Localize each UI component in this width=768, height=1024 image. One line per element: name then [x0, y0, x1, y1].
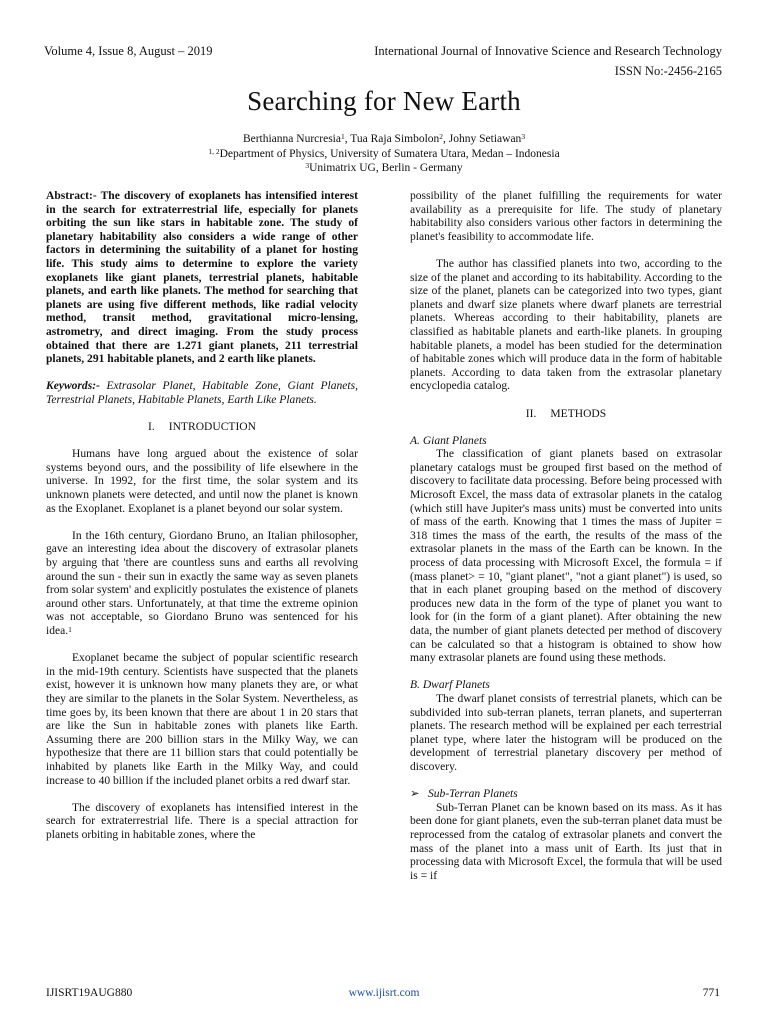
arrow-bullet-icon: ➢: [410, 788, 420, 801]
dwarf-planets-paragraph: The dwarf planet consists of terrestrial planets, which can be subdivided into sub-terran planets, terran planets, and superterran planets. The research method will be explained per each terrestrial planet type, where later the histogram will be produced on the development of terrestrial planetary discovery per method of discovery.: [410, 692, 722, 773]
author-block: [0, 132, 768, 176]
intro-paragraph-2-text: In the 16th century, Giordano Bruno, an Italian philosopher, gave an interesting idea about the discovery of extrasolar planets by arguing that 'there are countless suns and earths all revolving around the sun - their sun in exactly the same way as seven planets from solar system' and explicitly postulates the existence of planets around other stars. Unfortunately, at that time the extreme opinion was not acceptable, so Giordano Bruno was sentenced for his idea.: [46, 529, 358, 637]
author-3-sup: 3: [521, 132, 526, 141]
section-heading-methods: [410, 408, 722, 422]
affiliation-2: [0, 161, 768, 176]
abstract: Abstract:- The discovery of exoplanets has intensified interest in the search for extraterrestrial life, especially for planets orbiting the sun like stars in habitable zone. The study of planetary habitability also considers a wide range of other factors in determining the suitability of a planet for hosting life. This study aims to determine to explore the variety exoplanets like giant planets, terrestrial planets, habitable planets, and earth like planets. The method for searching that planets are using five different methods, like radial velocity method, transit method, gravitational micro-lensing, astrometry, and direct imaging. From the study process obtained that there are 1.271 giant planets, 211 terrestrial planets, 291 habitable planets, and 2 earth like planets.: [46, 190, 358, 366]
issn: ISSN No:-2456-2165: [614, 64, 722, 78]
paper-id: IJISRT19AUG880: [46, 987, 133, 999]
subsection-sub-terran: [410, 788, 722, 802]
sub-terran-title: Sub-Terran Planets: [428, 788, 518, 801]
affiliation-1: [0, 147, 768, 162]
giant-planets-paragraph: The classification of giant planets based on extrasolar planetary catalogs must be grouped first based on the method of discovery to facilitate data processing. Before being processed with Microsoft Excel, the mass data of extrasolar planets in the catalog (which still have Jupiter's mass units) must be converted into units of mass of the earth. Knowing that 1 times the mass of Jupiter = 318 times the mass of the earth, the results of the mass of the extrasolar planets in the mass of the Earth can be known. In the process of data processing with Microsoft Excel, the formula = if (mass planet> = 10, "giant planet", "not a giant planet") is used, so that in each planet grouping based on the method of discovery produces new data in the form of the type of planet you want to look for (in the form of a giant planet). After obtaining the new data, the number of giant planets detected per method of discovery can be calculated so that a histogram is obtained to show how many extrasolar planets are found using these methods.: [410, 448, 722, 665]
author-3: , Johny Setiawan: [443, 133, 522, 145]
intro-paragraph-3: Exoplanet became the subject of popular scientific research in the mid-19th century. Scientists have suspected that the planets exist, however it is unknown how many planets they are, or what they are similar to the planets in the Solar System. Nevertheless, as time goes by, its been known that there are about 1 in 20 stars that are like the Sun in habitable zones with planets like Earth. Assuming there are 200 billion stars in the Milky Way, we can hypothesize that there are 11 billion stars that could potentially be inhabited by planets like Earth in the Milky Way, and could increase to 40 billion if the included planet orbits a red dwarf star.: [46, 652, 358, 787]
section-title: METHODS: [550, 407, 607, 420]
author-names: [0, 132, 768, 147]
subsection-dwarf-planets: B. Dwarf Planets: [410, 679, 490, 692]
continued-paragraph: possibility of the planet fulfilling the requirements for water availability as a prerequisite for life. The study of planetary habitability also considers various other factors in determining the planet's feasibility to accommodate life.: [410, 190, 722, 243]
affiliation-2-sup: 3: [305, 161, 310, 170]
sub-terran-paragraph: Sub-Terran Planet can be known based on its mass. As it has been done for giant planets, even the sub-terran planet data must be reprocessed from the catalog of extrasolar planets and convert the mass of the planet into a mass unit of Earth. Its just that in processing data with Microsoft Excel, the formula that will be used is = if: [410, 801, 722, 882]
section-number: II.: [525, 407, 537, 420]
author-2: , Tua Raja Simbolon: [344, 133, 440, 145]
paper-title: Searching for New Earth: [247, 86, 521, 116]
affiliation-1-sup: 1, 2: [208, 146, 220, 156]
section-title: INTRODUCTION: [168, 421, 256, 434]
affiliation-1-text: Department of Physics, University of Sumatera Utara, Medan – Indonesia: [219, 147, 560, 160]
keywords: [46, 380, 358, 407]
author-1: Berthianna Nurcresia: [242, 133, 341, 145]
left-column: [46, 190, 358, 843]
journal-website-link[interactable]: www.ijisrt.com: [348, 987, 420, 999]
journal-volume: Volume 4, Issue 8, August – 2019: [44, 44, 213, 58]
page-number: 771: [702, 987, 720, 999]
section-number: I.: [148, 421, 155, 434]
subsection-giant-planets: A. Giant Planets: [410, 434, 487, 447]
citation-sup: 1: [68, 625, 72, 634]
keywords-label: Keywords:-: [46, 380, 100, 393]
section-heading-introduction: [46, 421, 358, 435]
author-1-sup: 1: [340, 132, 345, 141]
author-2-sup: 2: [439, 132, 444, 141]
right-column: [410, 190, 722, 883]
journal-name: International Journal of Innovative Science and Research Technology: [374, 44, 722, 58]
keywords-text: Extrasolar Planet, Habitable Zone, Giant Planets, Terrestrial Planets, Habitable Planets, Earth Like Planets.: [46, 380, 358, 406]
intro-paragraph-1: Humans have long argued about the existence of solar systems beyond ours, and the possibility of life elsewhere in the universe. In 1992, for the first time, the solar system and its unknown planets were detected, and until now the planet is known as the Exoplanet. Exoplanet is a planet beyond our solar system.: [46, 448, 358, 515]
intro-paragraph-2: [46, 530, 358, 639]
classification-paragraph: The author has classified planets into two, according to the size of the planet and according to its habitability. According to the size of the planet, planets can be categorized into two types, giant planets and dwarf size planets where dwarf planets are terrestrial planets. Whereas according to their habitability, planets are classified as habitable planets and earth-like planets. In grouping habitable planets, a model has been studied for the determination of habitable zones which will produce data in the form of habitable planets. According to data taken from the extrasolar planetary encyclopedia catalog.: [410, 257, 722, 393]
affiliation-2-text: Unimatrix UG, Berlin - Germany: [309, 162, 463, 174]
intro-paragraph-4: The discovery of exoplanets has intensified interest in the search for extraterrestrial life. There is a special attraction for planets orbiting in habitable zones, where the: [46, 801, 358, 841]
